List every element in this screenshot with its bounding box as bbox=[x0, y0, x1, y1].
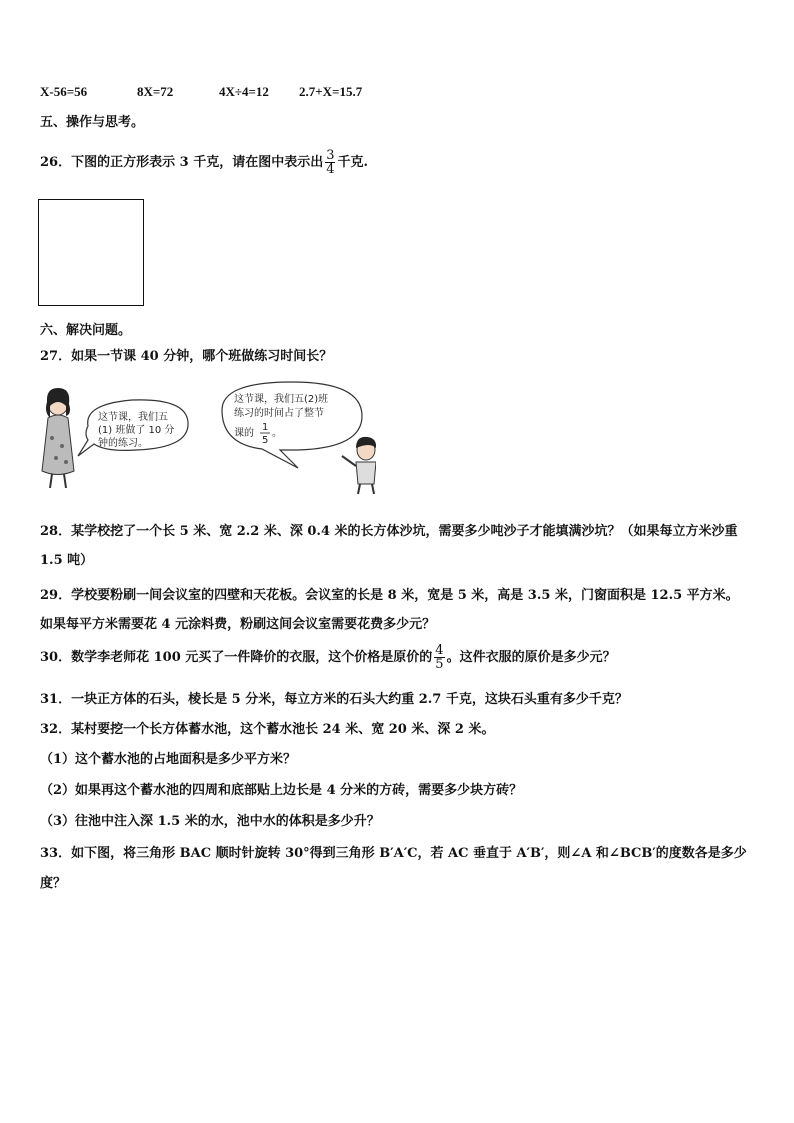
girl-figure bbox=[42, 388, 74, 488]
boy-figure bbox=[342, 437, 376, 494]
question-32: 32．某村要挖一个长方体蓄水池，这个蓄水池长 24 米、宽 20 米、深 2 米。 bbox=[40, 722, 495, 737]
equation-1: X-56=56 bbox=[40, 84, 88, 99]
right-bubble-line-3: 课的 bbox=[234, 428, 254, 439]
fraction-denominator: 4 bbox=[326, 162, 335, 177]
question-29-line-2: 如果每平方米需要花 4 元涂料费，粉刷这间会议室需要花费多少元？ bbox=[40, 617, 436, 632]
question-32-sub-3: （3）往池中注入深 1.5 米的水，池中水的体积是多少升？ bbox=[40, 814, 380, 829]
question-32-sub-2: （2）如果再这个蓄水池的四周和底部贴上边长是 4 分米的方砖，需要多少块方砖？ bbox=[40, 783, 523, 798]
section-6-heading: 六、解决问题。 bbox=[40, 323, 132, 338]
question-32-sub-1: （1）这个蓄水池的占地面积是多少平方米？ bbox=[40, 752, 297, 767]
equation-3: 4X÷4=12 bbox=[219, 84, 269, 99]
right-bubble-line-3-end: 。 bbox=[272, 428, 282, 439]
equation-4: 2.7+X=15.7 bbox=[299, 84, 363, 99]
right-bubble-fraction-num: 1 bbox=[262, 422, 269, 433]
question-26 bbox=[40, 149, 368, 176]
question-30-text: 30．数学李老师花 100 元买了一件降价的衣服，这个价格是原价的 bbox=[40, 650, 433, 665]
question-29-line-1: 29．学校要粉刷一间会议室的四壁和天花板。会议室的长是 8 米，宽是 5 米，高是 3.5 米，门窗面积是 12.5 平方米。 bbox=[40, 588, 739, 603]
section-5-heading: 五、操作与思考。 bbox=[40, 115, 145, 130]
right-bubble-line-2: 练习的时间占了整节 bbox=[234, 408, 324, 419]
question-31: 31．一块正方体的石头，棱长是 5 分米，每立方米的石头大约重 2.7 千克，这块石头重有多少千克？ bbox=[40, 692, 628, 707]
fraction-four-fifths bbox=[434, 644, 444, 671]
question-33-line-2: 度？ bbox=[40, 876, 67, 891]
question-26-unit: 千克. bbox=[337, 155, 369, 170]
question-27: 27．如果一节课 40 分钟，哪个班做练习时间长？ bbox=[40, 349, 333, 364]
square-diagram bbox=[38, 199, 144, 306]
left-bubble-line-1: 这节课，我们五 bbox=[98, 412, 168, 423]
left-bubble-line-3: 钟的练习。 bbox=[98, 438, 148, 449]
question-30 bbox=[40, 644, 616, 671]
question-30-end: 。这件衣服的原价是多少元？ bbox=[446, 650, 616, 665]
fraction-numerator: 3 bbox=[326, 148, 335, 163]
question-28-line-2: 1.5 吨） bbox=[40, 553, 94, 568]
equation-2: 8X=72 bbox=[137, 84, 174, 99]
right-bubble-fraction-den: 5 bbox=[262, 435, 269, 446]
left-bubble-line-2: (1) 班做了 10 分 bbox=[98, 425, 175, 436]
fraction-numerator: 4 bbox=[435, 643, 444, 658]
speech-bubble-illustration bbox=[36, 376, 376, 496]
right-bubble-line-1: 这节课，我们五(2)班 bbox=[234, 394, 329, 405]
question-33-line-1: 33．如下图，将三角形 BAC 顺时针旋转 30°得到三角形 B′A′C，若 AC 垂直于 A′B′，则∠A 和∠BCB′的度数各是多少 bbox=[40, 846, 747, 861]
question-28-line-1: 28．某学校挖了一个长 5 米、宽 2.2 米、深 0.4 米的长方体沙坑，需要多少吨沙子才能填满沙坑？（如果每立方米沙重 bbox=[40, 524, 738, 539]
fraction-denominator: 5 bbox=[435, 657, 444, 672]
question-26-text: 26．下图的正方形表示 3 千克，请在图中表示出 bbox=[40, 155, 324, 170]
fraction-three-quarters bbox=[325, 149, 335, 176]
